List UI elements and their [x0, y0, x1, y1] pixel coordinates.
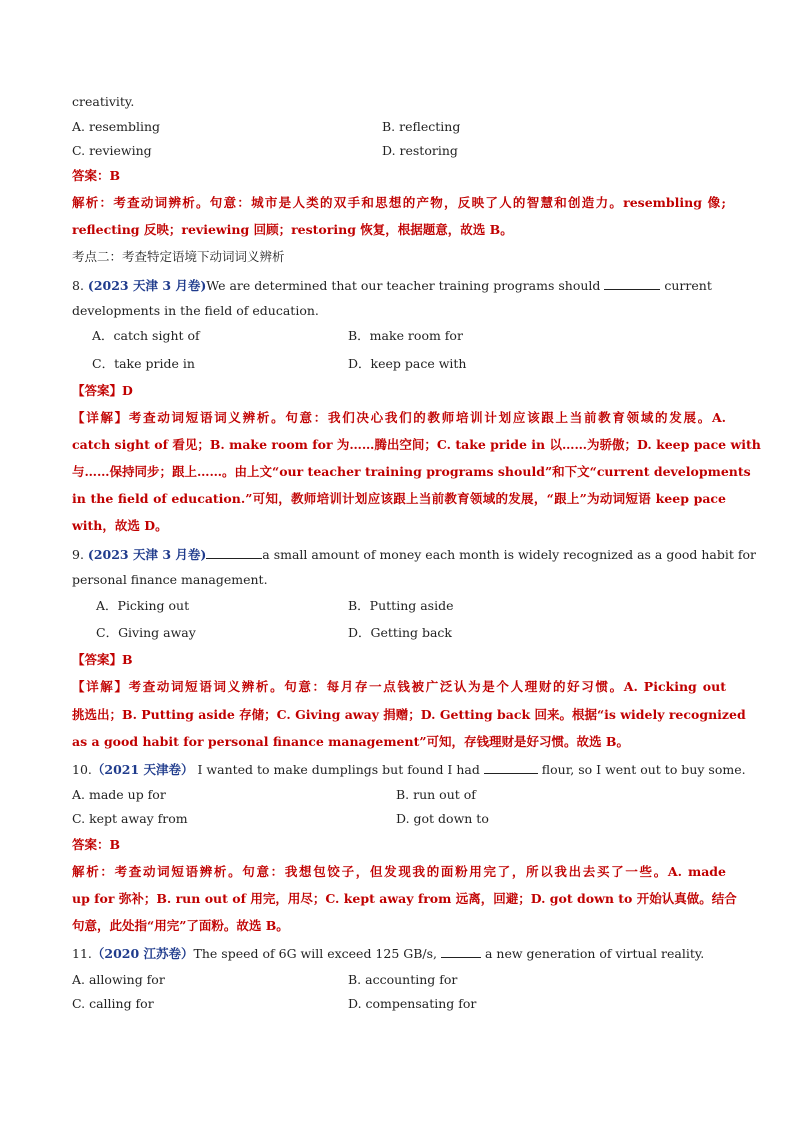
q9-answer: 【答案】B — [72, 652, 133, 667]
q11-stem-text-after: a new generation of virtual reality. — [481, 946, 705, 961]
q9-detail-line-2: 挑选出；B. Putting aside 存储；C. Giving away 捐赠；D. Getting back 回来。根据“is widely recognized — [72, 707, 746, 722]
q9-option-c: C．Giving away — [96, 625, 196, 640]
q9-blank — [206, 546, 262, 559]
q8-option-b: B．make room for — [348, 328, 463, 343]
q11-stem-line-1 — [72, 945, 704, 962]
q9-detail-line-1: 【详解】考查动词短语词义辨析。句意：每月存一点钱被广泛认为是个人理财的好习惯。A. Picking out — [72, 679, 726, 694]
q8-detail-line-2: catch sight of 看见；B. make room for 为……腾出空间；C. take pride in 以……为骄傲；D. keep pace with — [72, 437, 761, 452]
q10-option-b: B. run out of — [396, 787, 476, 802]
q8-option-c: C．take pride in — [92, 356, 195, 371]
q10-number: 10. — [72, 762, 92, 777]
q9-source: (2023 天津 3 月卷) — [87, 547, 207, 562]
q10-stem-text-after: flour, so I went out to buy some. — [537, 762, 746, 777]
q8-stem-line-1 — [72, 277, 712, 294]
q8-stem-text-after: current — [660, 278, 712, 293]
q11-option-c: C. calling for — [72, 996, 154, 1011]
q10-option-d: D. got down to — [396, 811, 489, 826]
q11-number: 11. — [72, 946, 92, 961]
q8-number: 8. — [72, 278, 88, 293]
q10-stem-line-1 — [72, 761, 746, 778]
q8-detail-line-1: 【详解】考查动词短语词义辨析。句意：我们决心我们的教师培训计划应该跟上当前教育领域的发展。A. — [72, 410, 726, 425]
q8-detail-line-4: in the field of education.”可知，教师培训计划应该跟上当前教育领域的发展，“跟上”为动词短语 keep pace — [72, 491, 726, 506]
q11-option-d: D. compensating for — [348, 996, 477, 1011]
q10-analysis-line-2: up for 弥补；B. run out of 用完，用尽；C. kept away from 远离，回避；D. got down to 开始认真做。结合 — [72, 891, 737, 906]
q9-detail-line-3: as a good habit for personal finance management”可知，存钱理财是好习惯。故选 B。 — [72, 734, 629, 749]
q8-option-d: D．keep pace with — [348, 356, 467, 371]
q10-answer: 答案：B — [72, 837, 121, 852]
q8-detail-line-3: 与……保持同步；跟上……。由上文“our teacher training programs should”和下文“current developments — [72, 464, 751, 479]
q10-option-a: A. made up for — [72, 787, 166, 802]
q7-option-a: A. resembling — [72, 119, 161, 134]
section-heading: 考点二：考查特定语境下动词词义辨析 — [72, 249, 285, 264]
q9-number: 9. — [72, 547, 88, 562]
q9-option-d: D．Getting back — [348, 625, 453, 640]
q9-stem-line-2: personal finance management. — [72, 572, 268, 587]
q10-blank — [484, 761, 538, 774]
q11-option-b: B. accounting for — [348, 972, 458, 987]
q10-analysis-line-1: 解析：考查动词短语辨析。句意：我想包饺子，但发现我的面粉用完了，所以我出去买了一些。A. made — [72, 864, 726, 879]
q10-analysis-line-3: 句意，此处指“用完”了面粉。故选 B。 — [72, 918, 289, 933]
q9-stem-line-1 — [72, 546, 756, 563]
q8-answer: 【答案】D — [72, 383, 133, 398]
q8-stem-text: We are determined that our teacher training programs should — [206, 278, 605, 293]
q8-detail-line-5: with，故选 D。 — [72, 518, 168, 533]
q8-option-a: A．catch sight of — [92, 328, 200, 343]
q11-option-a: A. allowing for — [72, 972, 165, 987]
q10-option-c: C. kept away from — [72, 811, 188, 826]
q10-stem-text: I wanted to make dumplings but found I had — [193, 762, 484, 777]
q7-option-c: C. reviewing — [72, 143, 152, 158]
q11-blank — [441, 945, 481, 958]
q7-option-b: B. reflecting — [382, 119, 461, 134]
q8-stem-line-2: developments in the field of education. — [72, 303, 319, 318]
q7-analysis-line-2: reflecting 反映；reviewing 回顾；restoring 恢复，根据题意，故选 B。 — [72, 222, 513, 237]
q7-option-d: D. restoring — [382, 143, 458, 158]
q7-stem-tail: creativity. — [72, 94, 135, 109]
q11-stem-text: The speed of 6G will exceed 125 GB/s, — [193, 946, 441, 961]
q7-analysis-line-1: 解析：考查动词辨析。句意：城市是人类的双手和思想的产物，反映了人的智慧和创造力。resembling 像; — [72, 195, 726, 210]
q9-option-a: A．Picking out — [96, 598, 190, 613]
q8-source: (2023 天津 3 月卷) — [87, 278, 207, 293]
q10-source: （2021 天津卷） — [91, 762, 194, 777]
q9-stem-text: a small amount of money each month is widely recognized as a good habit for — [262, 547, 757, 562]
q11-source: （2020 江苏卷） — [91, 946, 194, 961]
q8-blank — [604, 277, 660, 290]
q7-answer: 答案：B — [72, 168, 121, 183]
q9-option-b: B．Putting aside — [348, 598, 454, 613]
